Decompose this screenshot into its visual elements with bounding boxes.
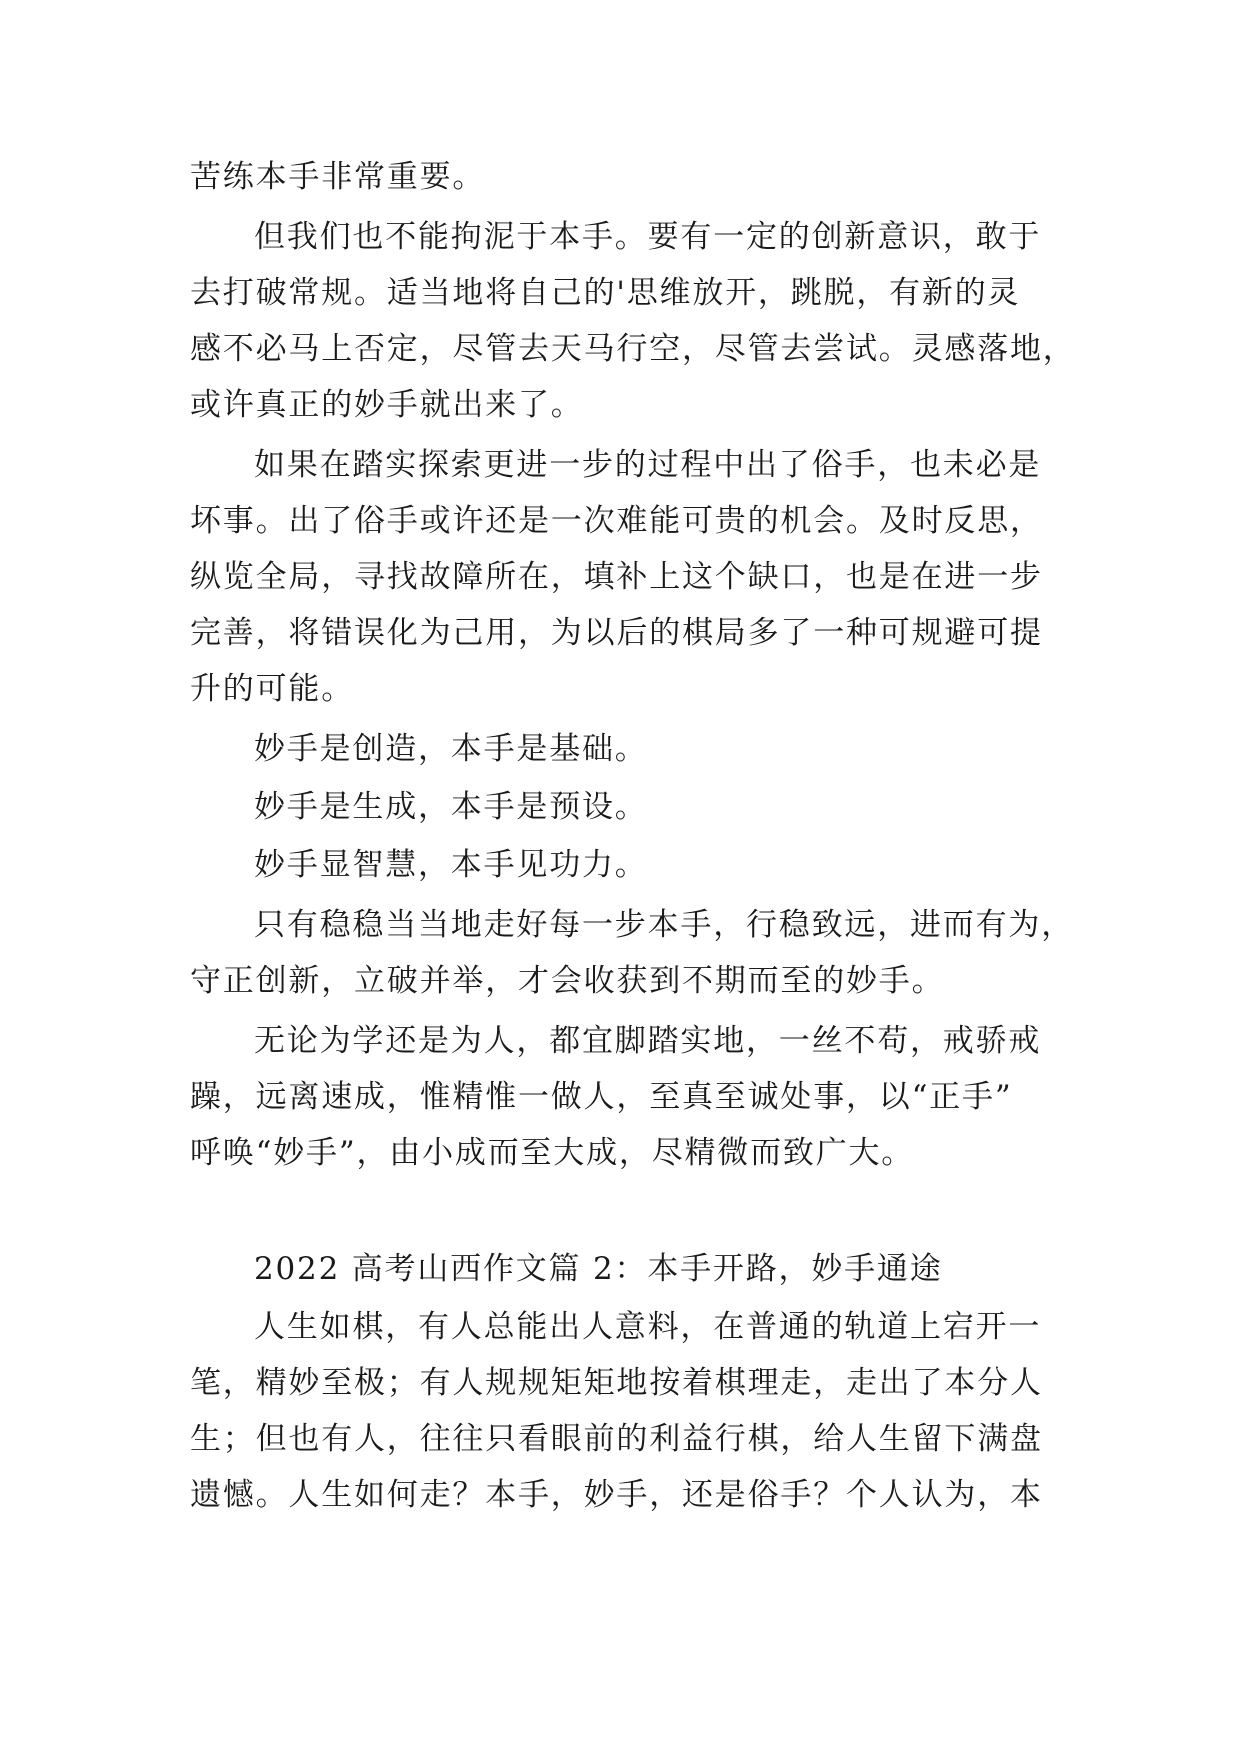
text-line: 呼唤“妙手”，由小成而至大成，尽精微而致广大。 [190,1135,915,1171]
text-line: 升的可能。 [190,671,354,707]
text-line: 笔，精妙至极；有人规规矩矩地按着棋理走，走出了本分人 [190,1365,1043,1401]
text-line: 妙手显智慧，本手见功力。 [254,847,648,883]
text-line: 生；但也有人，往往只看眼前的利益行棋，给人生留下满盘 [190,1421,1043,1457]
text-line: 无论为学还是为人，都宜脚踏实地，一丝不苟，戒骄戒 [254,1023,1042,1059]
text-line: 躁，远离速成，惟精惟一做人，至真至诚处事，以“正手” [190,1079,1013,1115]
text-line: 苦练本手非常重要。 [190,159,486,195]
text-line: 如果在踏实探索更进一步的过程中出了俗手，也未必是 [254,447,1042,483]
text-line: 纵览全局，寻找故障所在，填补上这个缺口，也是在进一步 [190,559,1043,595]
text-line: 坏事。出了俗手或许还是一次难能可贵的机会。及时反思， [190,503,1043,539]
text-line: 或许真正的妙手就出来了。 [190,387,584,423]
text-line: 妙手是生成，本手是预设。 [254,789,648,825]
text-line: 感不必马上否定，尽管去天马行空，尽管去尝试。灵感落地， [190,331,1076,367]
text-line: 遗憾。人生如何走？本手，妙手，还是俗手？个人认为，本 [190,1477,1043,1513]
text-line: 完善，将错误化为己用，为以后的棋局多了一种可规避可提 [190,615,1043,651]
section-heading: 2022 高考山西作文篇 2：本手开路，妙手通途 [254,1251,943,1287]
text-line: 只有稳稳当当地走好每一步本手，行稳致远，进而有为， [254,907,1074,943]
text-line: 但我们也不能拘泥于本手。要有一定的创新意识，敢于 [254,219,1042,255]
text-line: 人生如棋，有人总能出人意料，在普通的轨道上宕开一 [254,1309,1042,1345]
text-line: 去打破常规。适当地将自己的'思维放开，跳脱，有新的灵 [190,275,1021,311]
text-line: 守正创新，立破并举，才会收获到不期而至的妙手。 [190,963,945,999]
text-line: 妙手是创造，本手是基础。 [254,731,648,767]
